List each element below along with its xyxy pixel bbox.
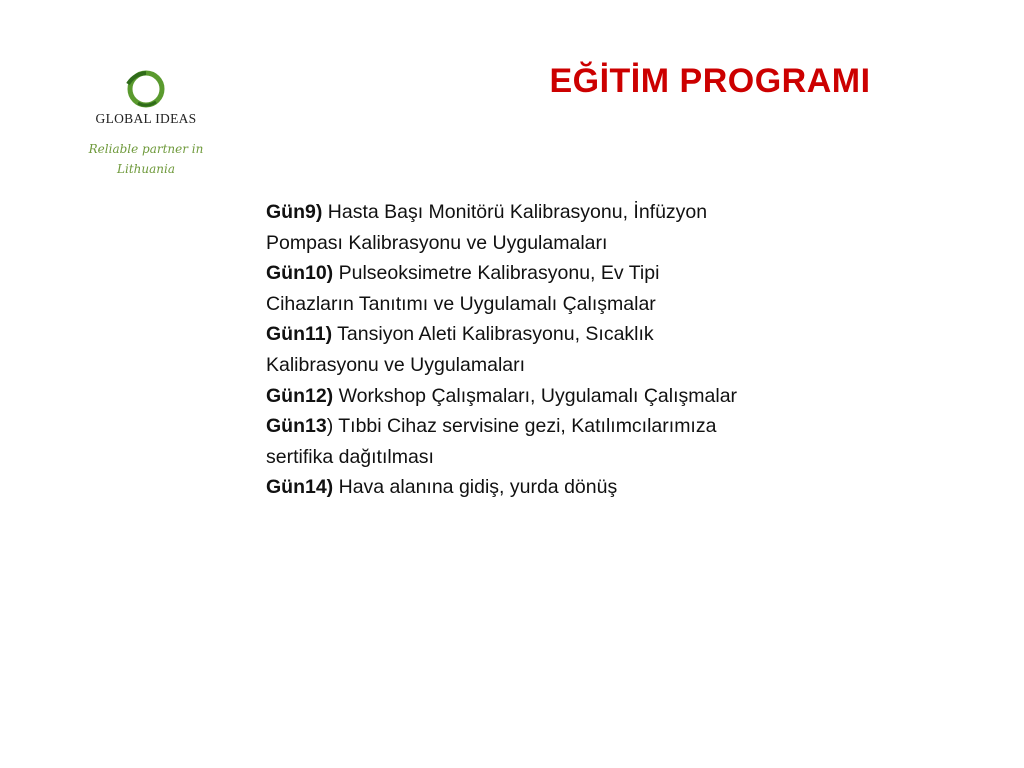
program-item-day11 — [266, 319, 746, 380]
program-item-day14 — [266, 472, 746, 503]
day-label: Gün10) — [266, 262, 334, 285]
day-label: Gün12) — [266, 384, 334, 407]
program-item-day12 — [266, 381, 746, 412]
slide-title: EĞİTİM PROGRAMI — [549, 62, 871, 100]
program-item-day13 — [266, 411, 746, 472]
day-label: Gün14) — [266, 476, 334, 499]
day-description: Pulseoksimetre Kalibrasyonu, Ev Tipi Cihazların Tanıtımı ve Uygulamalı Çalışmalar — [266, 262, 660, 315]
day-description: Hava alanına gidiş, yurda dönüş — [333, 476, 618, 499]
day-label: Gün9) — [266, 201, 323, 223]
day-description: ) Tıbbi Cihaz servisine gezi, Katılımcılarımıza sertifika dağıtılması — [266, 415, 717, 468]
logo-tagline: Reliable partner in Lithuania — [88, 142, 204, 176]
logo-name: GLOBAL IDEAS — [95, 111, 197, 126]
day-description: Hasta Başı Monitörü Kalibrasyonu, İnfüzyon Pompası Kalibrasyonu ve Uygulamaları — [266, 201, 708, 254]
program-item-day10 — [266, 258, 746, 319]
day-description: Tansiyon Aleti Kalibrasyonu, Sıcaklık Kalibrasyonu ve Uygulamaları — [266, 323, 654, 376]
program-list — [266, 197, 746, 503]
day-label: Gün11) — [266, 323, 333, 346]
program-item-day9 — [266, 197, 746, 258]
global-ideas-logo-icon — [124, 70, 168, 108]
company-logo — [62, 70, 230, 179]
day-label: Gün13 — [266, 415, 327, 438]
day-description: Workshop Çalışmaları, Uygulamalı Çalışmalar — [333, 384, 738, 407]
